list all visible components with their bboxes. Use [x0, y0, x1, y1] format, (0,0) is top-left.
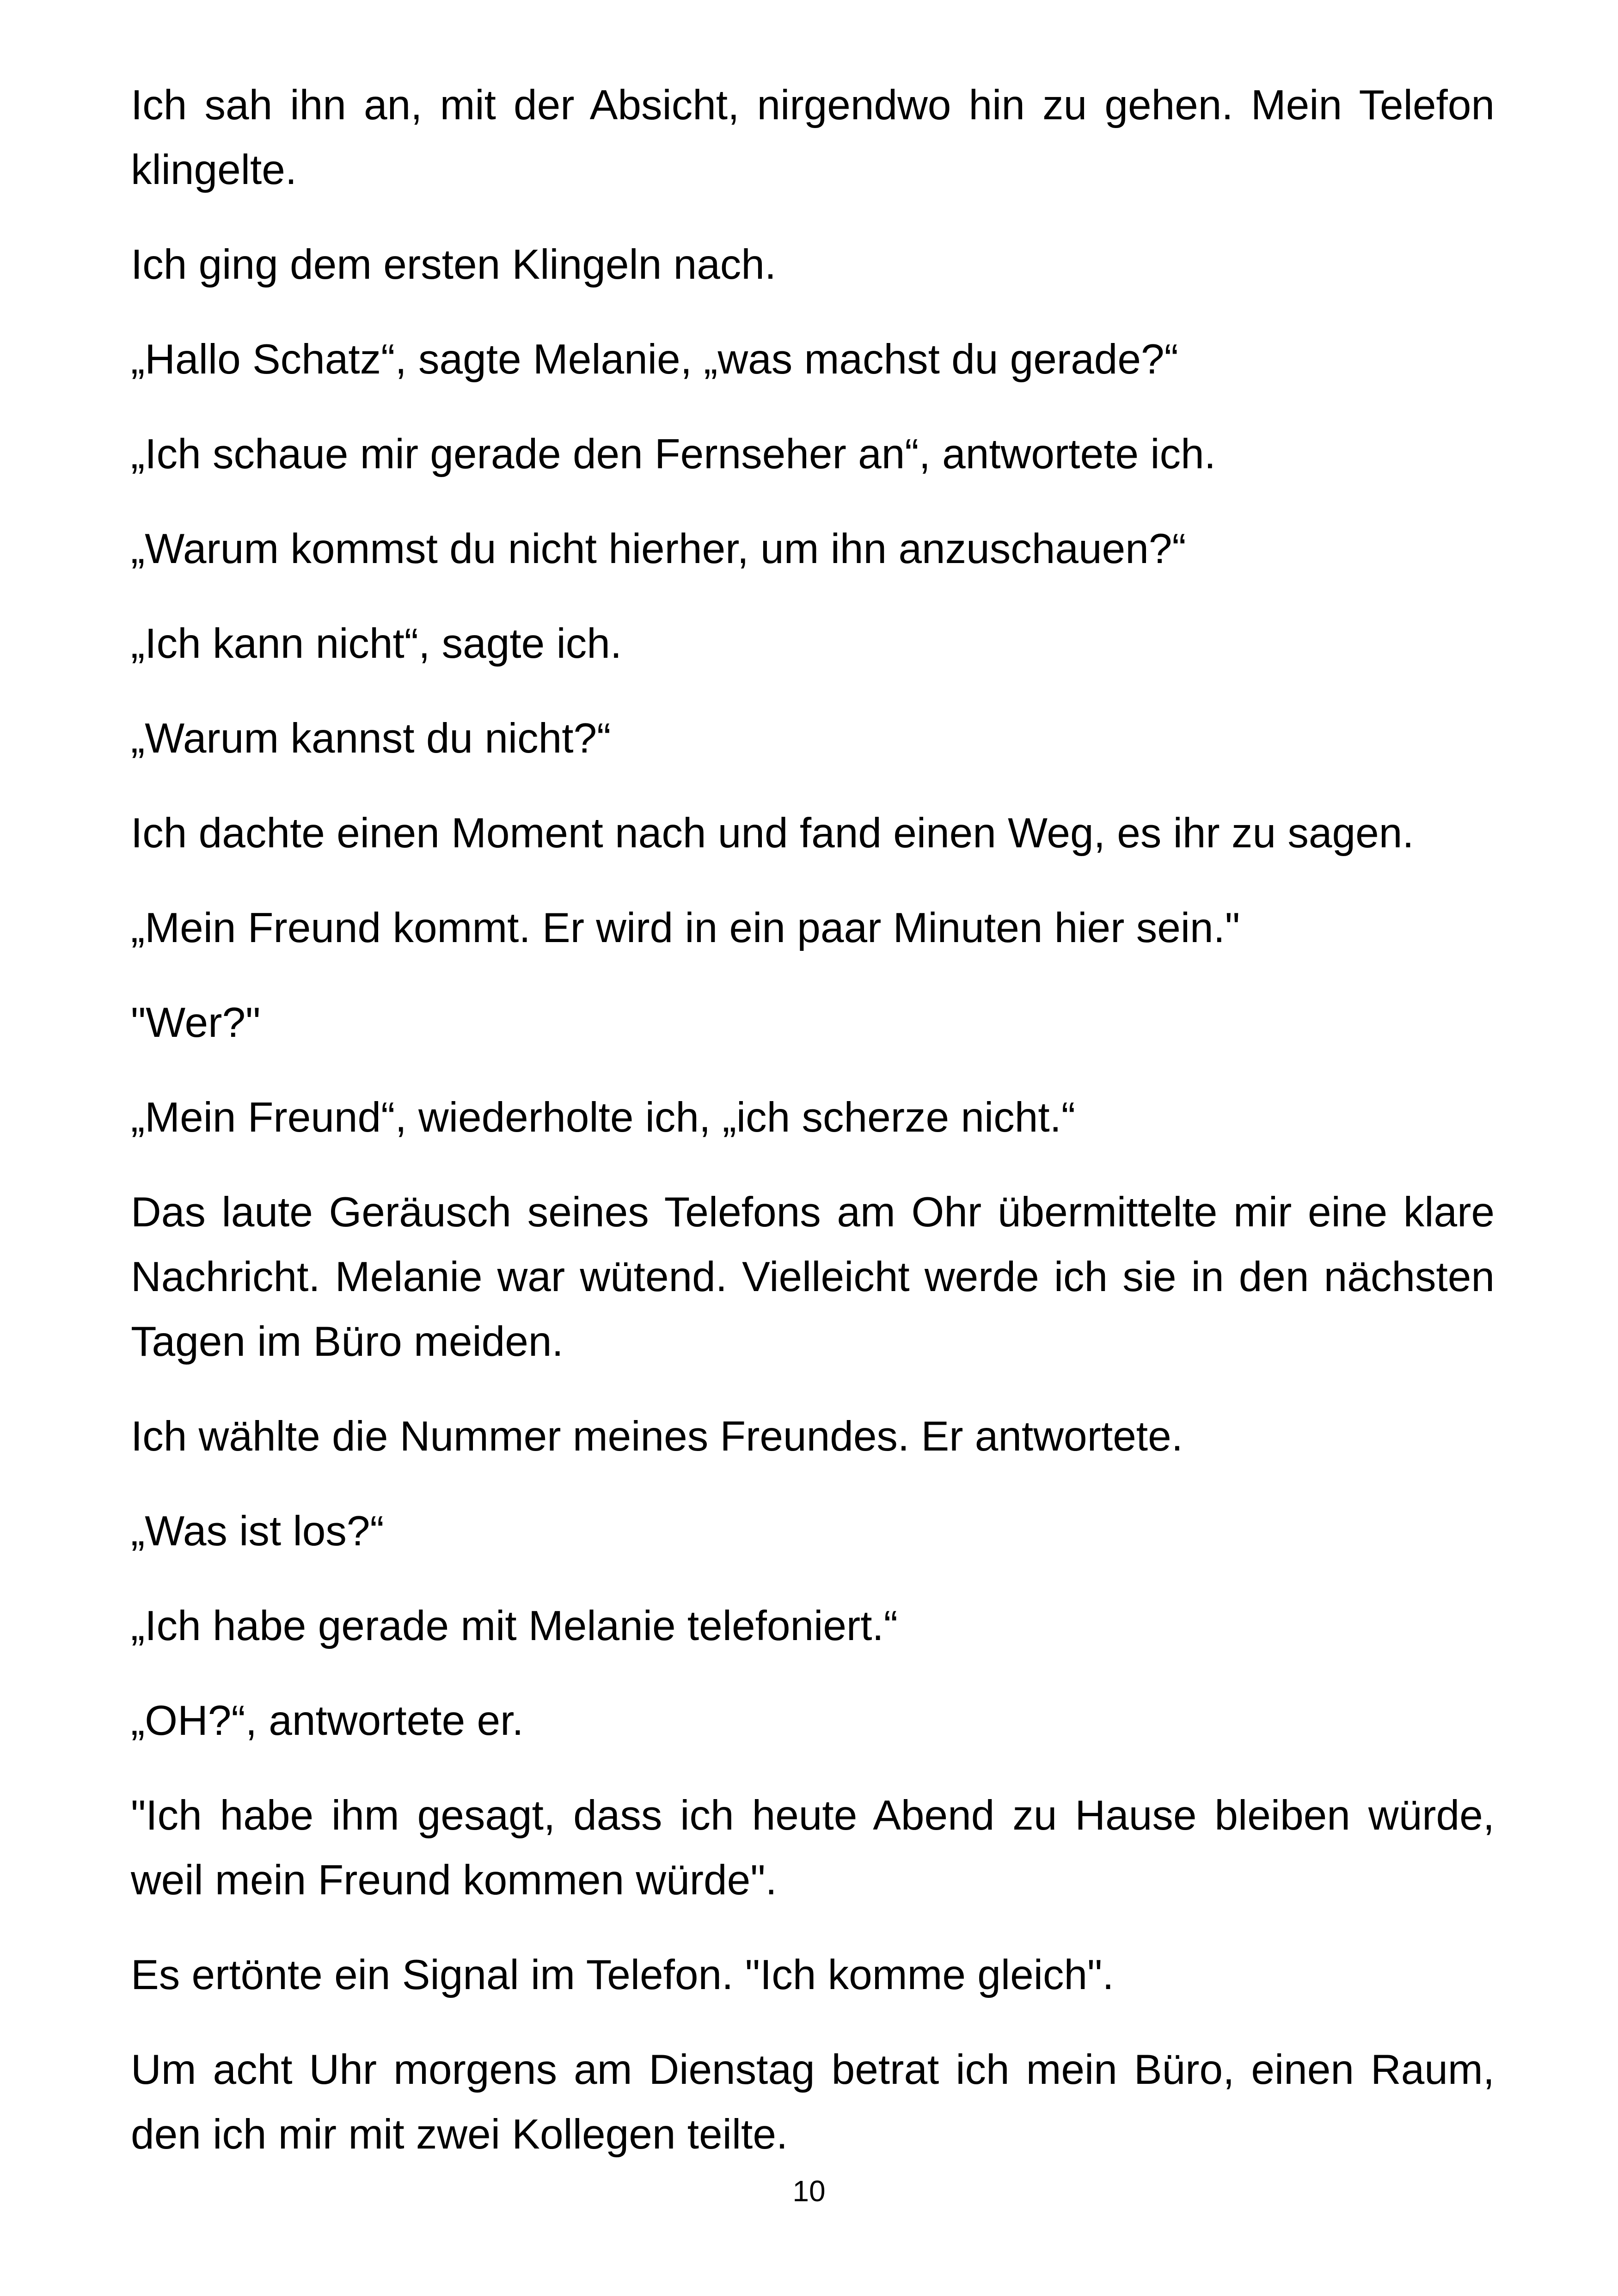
paragraph: „Was ist los?“: [131, 1508, 384, 1555]
paragraph: „Warum kommst du nicht hierher, um ihn anzuschauen?“: [131, 526, 1186, 572]
paragraph: „Ich schaue mir gerade den Fernseher an“, antwortete ich.: [131, 431, 1216, 478]
paragraph: Ich wählte die Nummer meines Freundes. Er antwortete.: [131, 1413, 1183, 1460]
paragraph: „Hallo Schatz“, sagte Melanie, „was machst du gerade?“: [131, 336, 1178, 383]
page-body-text: [131, 73, 1495, 2197]
paragraph: "Ich habe ihm gesagt, dass ich heute Abend zu Hause bleiben würde, weil mein Freund kommen würde".: [131, 1792, 1495, 1904]
paragraph: „Ich kann nicht“, sagte ich.: [131, 620, 622, 667]
paragraph: Um acht Uhr morgens am Dienstag betrat ich mein Büro, einen Raum, den ich mir mit zwei Kollegen teilte.: [131, 2046, 1495, 2158]
paragraph: Das laute Geräusch seines Telefons am Ohr übermittelte mir eine klare Nachricht. Melanie war wütend. Vielleicht werde ich sie in den nächsten Tagen im Büro meiden.: [131, 1189, 1495, 1365]
paragraph: Es ertönte ein Signal im Telefon. "Ich komme gleich".: [131, 1952, 1114, 1998]
paragraph: „Warum kannst du nicht?“: [131, 715, 611, 762]
paragraph: Ich ging dem ersten Klingeln nach.: [131, 241, 777, 288]
paragraph: „Ich habe gerade mit Melanie telefoniert.“: [131, 1603, 898, 1649]
paragraph: „Mein Freund“, wiederholte ich, „ich scherze nicht.“: [131, 1094, 1076, 1141]
paragraph: Ich sah ihn an, mit der Absicht, nirgendwo hin zu gehen. Mein Telefon klingelte.: [131, 82, 1495, 193]
paragraph: Ich dachte einen Moment nach und fand einen Weg, es ihr zu sagen.: [131, 810, 1414, 857]
paragraph: „Mein Freund kommt. Er wird in ein paar Minuten hier sein.": [131, 905, 1240, 951]
paragraph: "Wer?": [131, 999, 261, 1046]
page-number: 10: [792, 2174, 826, 2208]
paragraph: „OH?“, antwortete er.: [131, 1697, 524, 1744]
